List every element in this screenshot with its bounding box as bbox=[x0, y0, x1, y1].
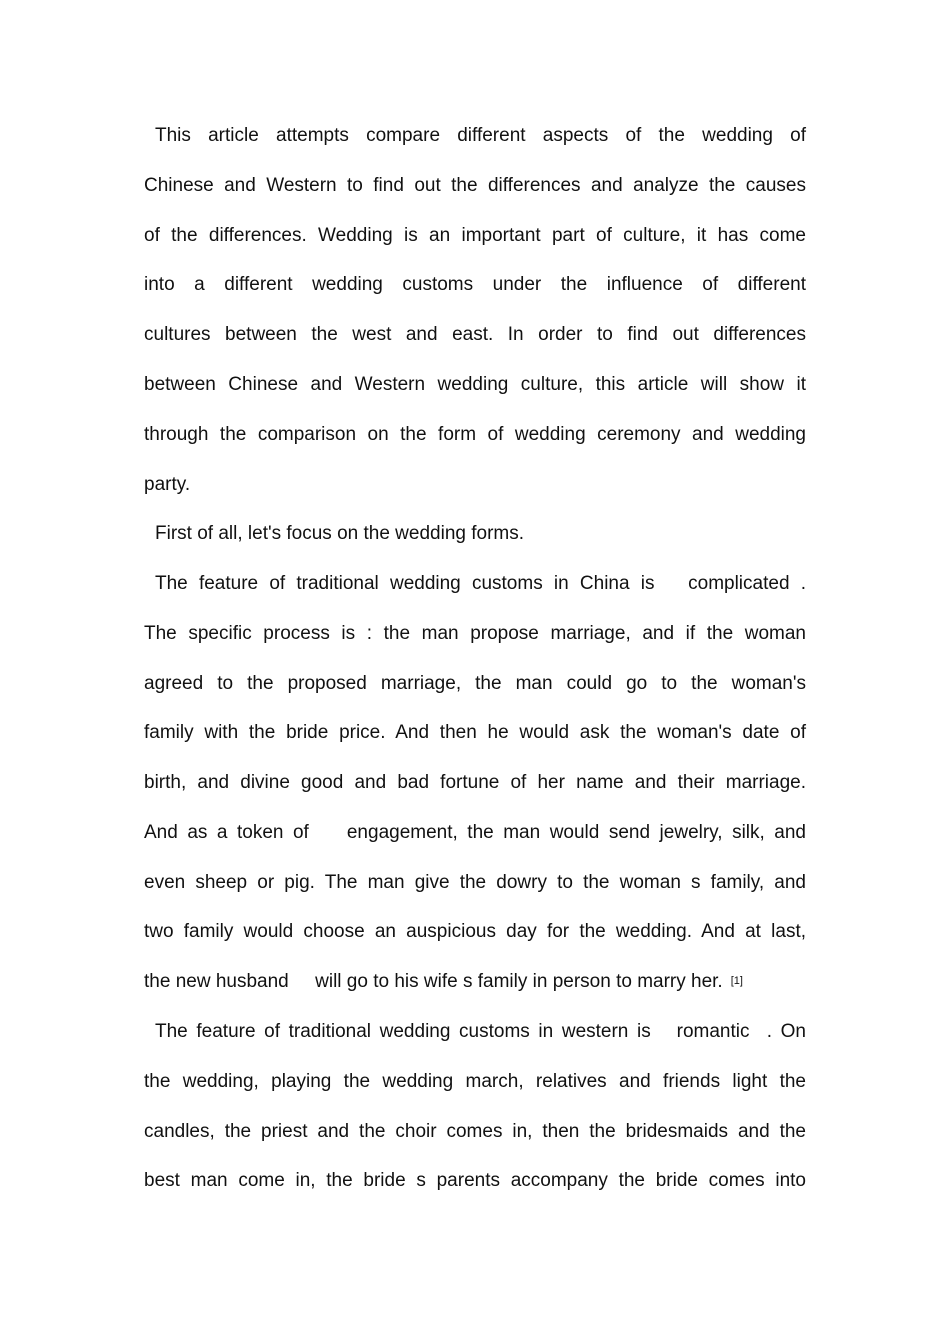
paragraph-1-line-6: between Chinese and Western wedding culture, this article will show it bbox=[144, 374, 806, 395]
paragraph-1-line-1: This article attempts compare different aspects of the wedding of bbox=[155, 125, 806, 146]
paragraph-3-line-9-text: the new husband will go to his wife s family in person to marry her. bbox=[144, 971, 723, 992]
paragraph-4-line-4: best man come in, the bride s parents accompany the bride comes into bbox=[144, 1170, 806, 1191]
paragraph-3-line-4: family with the bride price. And then he would ask the woman's date of bbox=[144, 722, 806, 743]
paragraph-1-line-3: of the differences. Wedding is an important part of culture, it has come bbox=[144, 225, 806, 246]
paragraph-3-line-2: The specific process is : the man propose marriage, and if the woman bbox=[144, 623, 806, 644]
paragraph-3-line-7: even sheep or pig. The man give the dowry to the woman s family, and bbox=[144, 872, 806, 893]
paragraph-3-line-3: agreed to the proposed marriage, the man could go to the woman's bbox=[144, 673, 806, 694]
paragraph-4-line-1: The feature of traditional wedding customs in western is romantic . On bbox=[155, 1021, 806, 1042]
citation-reference: [1] bbox=[730, 975, 743, 987]
paragraph-2-line-1: First of all, let's focus on the wedding forms. bbox=[155, 523, 525, 544]
paragraph-4-line-2: the wedding, playing the wedding march, relatives and friends light the bbox=[144, 1071, 806, 1092]
paragraph-3-line-5: birth, and divine good and bad fortune of her name and their marriage. bbox=[144, 772, 806, 793]
paragraph-1-line-4: into a different wedding customs under the influence of different bbox=[144, 274, 806, 295]
paragraph-3-line-8: two family would choose an auspicious day for the wedding. And at last, bbox=[144, 921, 806, 942]
paragraph-4-line-3: candles, the priest and the choir comes in, then the bridesmaids and the bbox=[144, 1121, 806, 1142]
paragraph-1-line-8: party. bbox=[144, 474, 191, 495]
paragraph-3-line-1: The feature of traditional wedding customs in China is complicated . bbox=[155, 573, 806, 594]
paragraph-3-line-6: And as a token of engagement, the man would send jewelry, silk, and bbox=[144, 822, 806, 843]
paragraph-3-line-9 bbox=[144, 967, 806, 997]
paragraph-1-line-2: Chinese and Western to find out the differences and analyze the causes bbox=[144, 175, 806, 196]
paragraph-1-line-7: through the comparison on the form of wedding ceremony and wedding bbox=[144, 424, 806, 445]
paragraph-1-line-5: cultures between the west and east. In order to find out differences bbox=[144, 324, 806, 345]
